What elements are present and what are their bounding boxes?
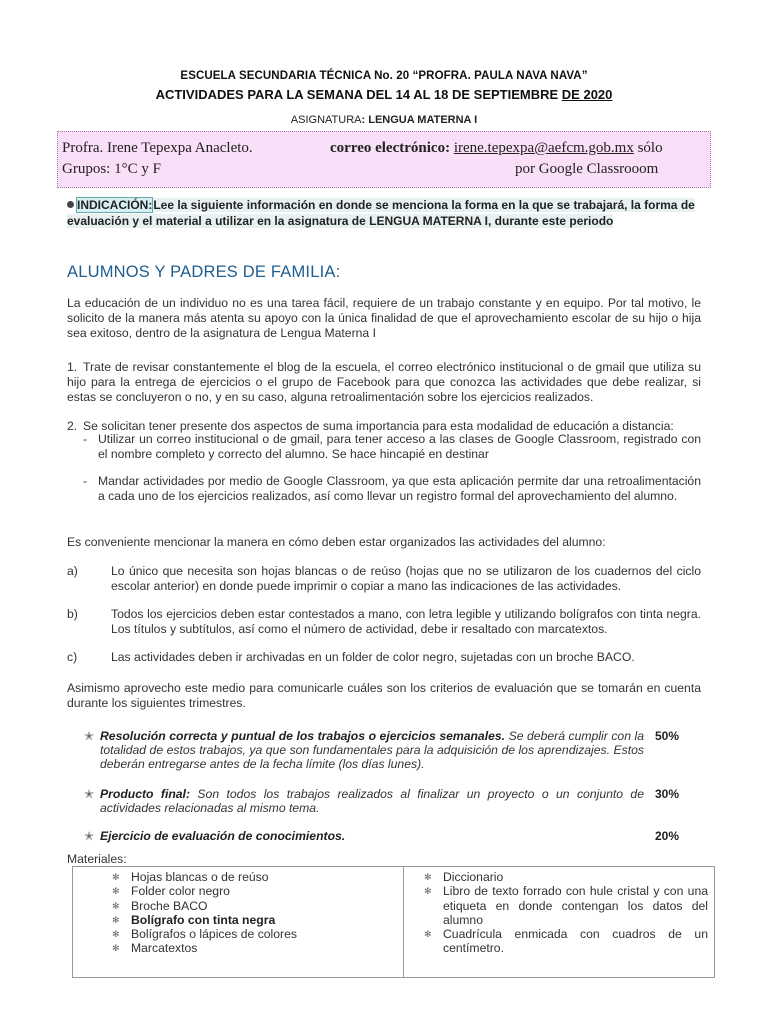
instruction-text: Lee la siguiente información en donde se menciona la forma en la que se trabajará, la forma de evaluación y el material a utilizar en la asignatura de LENGUA MATERNA I, durante este periodo [67, 198, 695, 228]
materials-list-left [109, 870, 339, 956]
criteria-intro: Asimismo aprovecho este medio para comunicarle cuáles son los criterios de evaluación que se tomarán en cuenta durante los siguientes trimestres. [67, 681, 701, 710]
list-item-text: Diccionario [443, 870, 504, 884]
list-item-text: Bolígrafos o lápices de colores [131, 927, 297, 942]
list-item [109, 870, 339, 884]
list-item [109, 941, 339, 955]
list-item-text: Marcatextos [131, 941, 198, 956]
asterisk-icon: ✻ [112, 943, 120, 954]
materials-label: Materiales: [67, 852, 127, 866]
school-name: ESCUELA SECUNDARIA TÉCNICA No. 20 “PROFRA. PAULA NAVA NAVA” [180, 70, 588, 82]
materials-list-right [421, 870, 708, 956]
list-item [109, 884, 339, 898]
dash-item-1 [83, 432, 701, 462]
asterisk-icon: ✻ [424, 929, 432, 940]
list-item [109, 899, 339, 913]
teacher-name: Profra. Irene Tepexpa Anacleto. [62, 140, 253, 156]
item-letter: a) [67, 564, 78, 578]
star-icon: ✭ [84, 787, 95, 801]
criterion-percent: 50% [655, 729, 680, 743]
asterisk-icon: ✻ [112, 929, 120, 940]
asterisk-icon: ✻ [112, 900, 120, 911]
week-title-main: ACTIVIDADES PARA LA SEMANA DEL 14 AL 18 DE SEPTIEMBRE [155, 87, 562, 102]
dash-text: Utilizar un correo institucional o de gmail, para tener acceso a las clases de Google Classroom, registrado con el nombre completo y correcto del alumno. Se hace hincapié en destinar [98, 432, 701, 461]
dash-item-2 [83, 474, 701, 504]
item-text-content: Trate de revisar constantemente el blog de la escuela, el correo electrónico institucional o de gmail que utiliza su hijo para la entrega de ejercicios o el grupo de Facebook para que conozca las actividades que debe realizar, si estas se concluyeron o no, y en su caso, alguna retroalimentación sobre los ejercicios realizados. [67, 360, 701, 404]
list-item-text: Libro de texto forrado con hule cristal y con una etiqueta en donde contengan los datos del alumno [443, 884, 708, 927]
lettered-item-c [67, 650, 701, 665]
item-number: 1. [67, 360, 78, 374]
criterion-desc: Se deberá cumplir con la totalidad de estos trabajos, ya que son fundamentales para la adquisición de los aprendizajes. Estos deberán entregarse antes de la fecha límite (los días lunes). [100, 729, 644, 771]
criterion-text [100, 787, 644, 815]
criterion-text [100, 829, 644, 843]
week-title-year: DE 2020 [561, 87, 613, 102]
asterisk-icon: ✻ [112, 886, 120, 897]
item-letter: b) [67, 607, 78, 621]
bullet-icon [67, 201, 74, 208]
criterion-3 [84, 829, 644, 843]
list-item-text: Broche BACO [131, 898, 208, 913]
list-item [421, 870, 708, 884]
email-line [330, 140, 663, 157]
week-title [0, 87, 768, 102]
subject-label: ASIGNATURA [290, 114, 362, 126]
classroom-note: por Google Classrooom [515, 161, 659, 177]
subject-value: : LENGUA MATERNA I [361, 114, 478, 126]
asterisk-icon: ✻ [112, 872, 120, 882]
email-label: correo electrónico: [330, 140, 451, 156]
section-title-colon: : [335, 263, 341, 281]
dash-text: Mandar actividades por medio de Google Classroom, ya que esta aplicación permite dar una retroalimentación a cada uno de los ejercicios realizados, así como llevar un registro formal del aprovechamiento del alumno. [98, 474, 701, 503]
asterisk-icon: ✻ [112, 914, 120, 925]
lettered-item-a [67, 564, 701, 594]
criterion-desc: Son todos los trabajos realizados al finalizar un proyecto o un conjunto de actividades relacionadas al mismo tema. [100, 787, 644, 815]
asterisk-icon: ✻ [424, 886, 432, 897]
section-title-text: ALUMNOS Y PADRES DE FAMILIA [67, 263, 336, 281]
subject-line [0, 114, 768, 126]
criterion-1 [84, 729, 644, 771]
criterion-percent: 30% [655, 787, 680, 801]
instruction-label: INDICACIÓN: [77, 198, 153, 212]
list-item-text: Folder color negro [131, 884, 230, 899]
organization-intro: Es conveniente mencionar la manera en cómo deben estar organizados las actividades del alumno: [67, 535, 606, 549]
dash-icon: - [83, 474, 88, 488]
star-icon: ✭ [84, 729, 95, 743]
item-number: 2. [67, 419, 78, 433]
item-text: Las actividades deben ir archivadas en un folder de color negro, sujetadas con un broche BACO. [111, 650, 635, 664]
lettered-item-b [67, 607, 701, 637]
criterion-title: Resolución correcta y puntual de los trabajos o ejercicios semanales. [100, 729, 506, 743]
star-icon: ✭ [84, 829, 95, 843]
criterion-title: Ejercicio de evaluación de conocimientos. [100, 829, 346, 843]
intro-paragraph: La educación de un individuo no es una tarea fácil, requiere de un trabajo constante y en equipo. Por tal motivo, le solicito de la manera más atenta su apoyo con la única finalidad de que el aprovechamiento escolar de su hijo o hija sea exitoso, dentro de la asignatura de Lengua Materna I [67, 296, 701, 340]
list-item-text: Bolígrafo con tinta negra [131, 912, 276, 927]
list-item [109, 927, 339, 941]
item-text: Lo único que necesita son hojas blancas o de reúso (hojas que no se utilizaron de los cuadernos del ciclo escolar anterior) en donde puede imprimir o copiar a mano las indicaciones de las actividades. [111, 564, 701, 593]
list-item [109, 913, 339, 927]
table-divider [403, 867, 404, 977]
criterion-percent: 20% [655, 829, 680, 843]
list-item [421, 884, 708, 927]
list-item-text: Cuadrícula enmicada con cuadros de un centímetro. [443, 927, 708, 956]
email-link[interactable]: irene.tepexpa@aefcm.gob.mx [453, 140, 634, 156]
item-text [67, 360, 701, 405]
item-letter: c) [67, 650, 78, 664]
groups: Grupos: 1°C y F [62, 161, 161, 177]
item-text: Se solicitan tener presente dos aspectos de suma importancia para esta modalidad de educación a distancia: [83, 419, 674, 433]
numbered-item-1 [67, 360, 701, 405]
criterion-title: Producto final: [100, 787, 191, 801]
list-item-text: Hojas blancas o de reúso [131, 870, 269, 884]
criterion-2 [84, 787, 644, 815]
list-item [421, 927, 708, 956]
section-title [67, 263, 340, 282]
criterion-text [100, 729, 644, 771]
dash-icon: - [83, 432, 88, 446]
email-suffix: sólo [633, 140, 663, 156]
item-text: Todos los ejercicios deben estar contestados a mano, con letra legible y utilizando bolígrafos con tinta negra. Los títulos y subtítulos, así como el número de actividad, debe ir resaltado con marcatextos. [111, 607, 701, 636]
instruction [67, 197, 707, 229]
asterisk-icon: ✻ [424, 872, 432, 882]
